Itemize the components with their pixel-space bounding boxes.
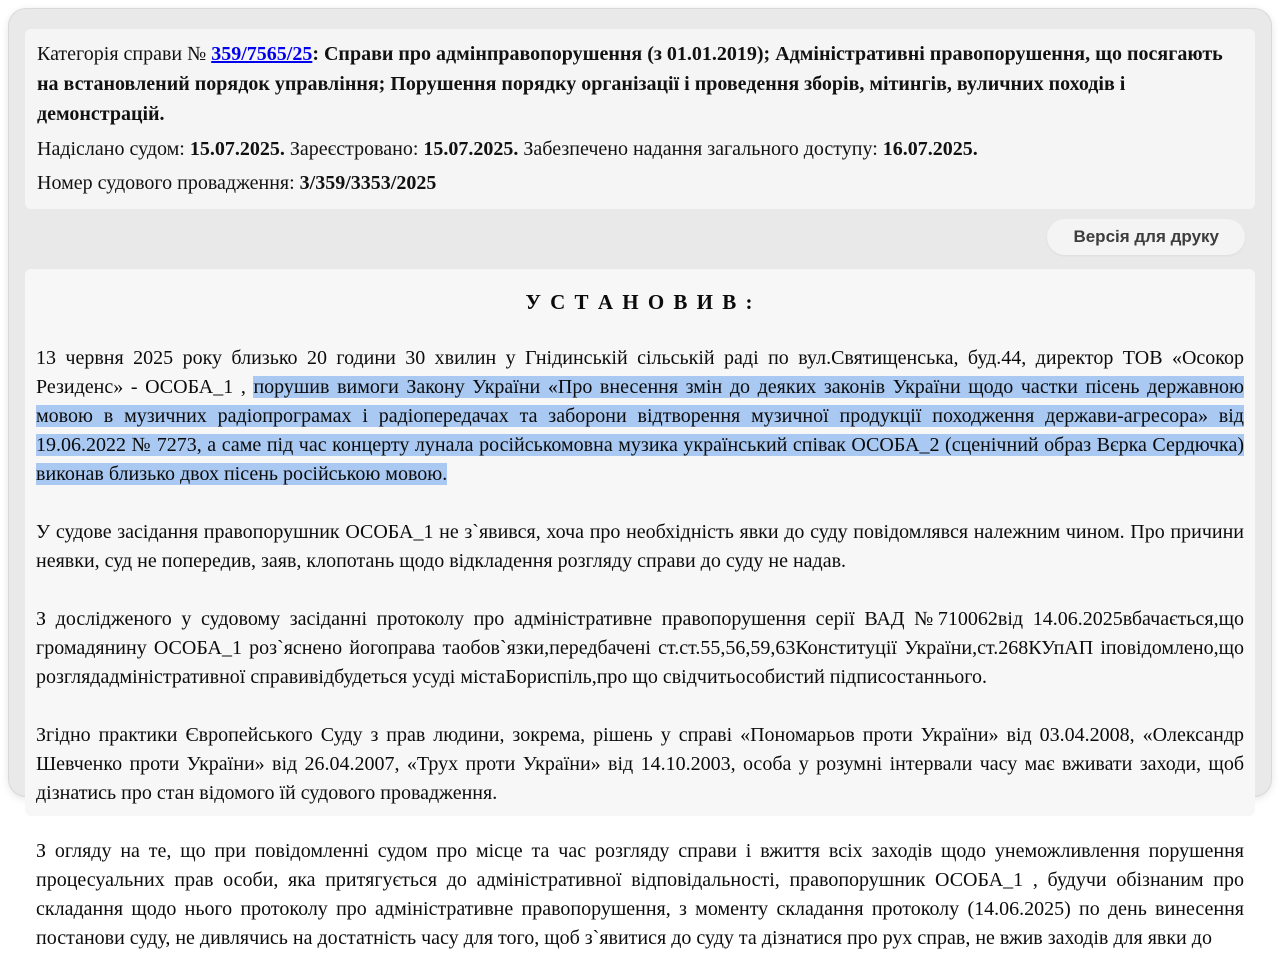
toolbar <box>9 219 1245 255</box>
sent-by-court-label: Надіслано судом: <box>37 138 190 160</box>
sent-by-court-date: 15.07.2025. <box>189 138 285 160</box>
decision-paragraph-5: З огляду на те, що при повідомленні судом про місце та час розгляду справи і вжиття всіх заходів щодо унеможливлення порушення процесуальних прав особи, яка притягується до адміністративної відповідальності, правопорушник ОСОБА_1 , будучи обізнаним про складання щодо нього протоколу про адміністративне правопорушення, з моменту складання протоколу (14.06.2025) по день винесення постанови суду, не дивлячись на достатність часу для того, щоб з`явитися до суду та дізнатися про рух справ, не вжив заходів для явки до <box>36 840 1244 949</box>
case-category-line <box>37 39 1243 129</box>
decision-document <box>25 269 1255 949</box>
decision-heading: У С Т А Н О В И В : <box>525 290 755 314</box>
print-version-button[interactable]: Версія для друку <box>1047 219 1245 255</box>
highlighted-text: порушив вимоги Закону України «Про внесення змін до деяких законів України щодо частки пісень державною мовою в музичних радіопрограмах і радіопередачах та заборони відтворення музичної продукції походження держави-агресора» від 19.06.2022 № 7273, а саме під час концерту лунала російськомовна музика український співак ОСОБА_2 (сценічний образ Вєрка Сердючка) виконав близько двох пісень російською мовою. <box>36 376 1244 485</box>
proceeding-number-line <box>37 169 1243 197</box>
public-access-label: Забезпечено надання загального доступу: <box>518 138 883 160</box>
proceeding-number-label: Номер судового провадження: <box>37 172 300 194</box>
decision-paragraph-2: У судове засідання правопорушник ОСОБА_1 не з`явився, хоча про необхідність явки до суду повідомлявся належним чином. Про причини неявки, суд не попередив, заяв, клопотань щодо відкладення розгляду справи до суду не надав. <box>36 521 1244 572</box>
public-access-date: 16.07.2025. <box>882 138 978 160</box>
case-dates-line <box>37 135 1243 163</box>
decision-paragraph-1 <box>36 344 1244 489</box>
case-number-link[interactable]: 359/7565/25 <box>211 43 313 65</box>
registered-label: Зареєстровано: <box>284 138 424 160</box>
registered-date: 15.07.2025. <box>423 138 519 160</box>
paragraph-1-normal-text: 13 червня 2025 року близько 20 години 30 хвилин у Гнідинській сільській раді по вул.Святищенська, буд.44, директор ТОВ «Осокор Резиденс» - ОСОБА_1 , <box>36 347 1244 398</box>
decision-paragraph-3: З дослідженого у судовому засіданні протоколу про адміністративне правопорушення серії ВАД №710062від 14.06.2025вбачається,що громадянину ОСОБА_1 роз`яснено йогоправа таобов`язки,передбачені ст.ст.55,56,59,63Конституції України,ст.268КУпАП іповідомлено,що розглядадміністративної справивідбудеться усуді містаБориспіль,про що свідчитьособистий підписостаннього. <box>36 608 1244 688</box>
decision-paragraph-4: Згідно практики Європейського Суду з прав людини, зокрема, рішень у справі «Пономарьов проти України» від 03.04.2008, «Олександр Шевченко проти України» від 26.04.2007, «Трух проти України» від 14.10.2003, особа у розумні інтервали часу має вживати заходи, щоб дізнатись про стан відомого їй судового провадження. <box>36 724 1244 804</box>
case-meta-panel <box>25 29 1255 209</box>
case-category-label: Категорія справи № <box>37 43 212 65</box>
case-category-description: : Справи про адмінправопорушення (з 01.01.2019); Адміністративні правопорушення, що посягають на встановлений порядок управління; Порушення порядку організації і проведення зборів, мітингів, вуличних походів і демонстрацій. <box>37 43 1223 125</box>
court-registry-page <box>8 8 1272 949</box>
proceeding-number-value: 3/359/3353/2025 <box>299 172 437 194</box>
